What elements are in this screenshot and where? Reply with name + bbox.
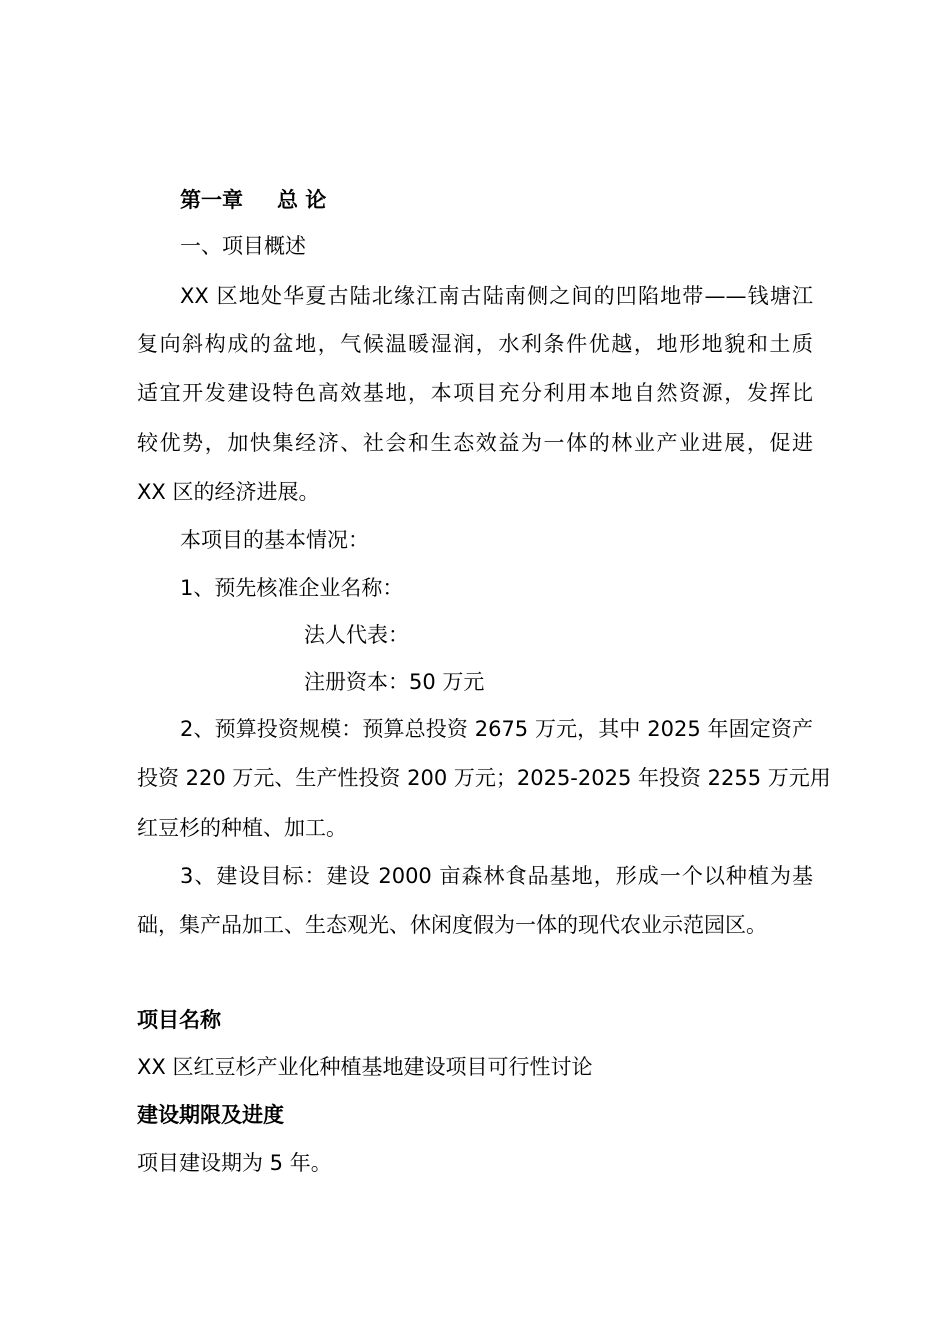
section-heading: 一、项目概述 [180,234,306,258]
item3-line: 3、建设目标：建设 2000 亩森林食品基地，形成一个以种植为基 [180,864,813,888]
registered-capital: 注册资本：50 万元 [304,670,485,694]
chapter-heading [180,185,326,215]
chapter-title: 总 论 [277,188,327,212]
project-name-value: XX 区红豆杉产业化种植基地建设项目可行性讨论 [137,1055,593,1079]
item3-line: 础，集产品加工、生态观光、休闲度假为一体的现代农业示范园区。 [137,913,767,937]
item2-line: 投资 220 万元、生产性投资 200 万元；2025-2025 年投资 2255 万元用 [137,766,831,790]
chapter-number: 第一章 [180,188,243,212]
basic-intro: 本项目的基本情况： [180,528,369,552]
paragraph-line: 适宜开发建设特色高效基地，本项目充分利用本地自然资源，发挥比 [137,381,813,405]
construction-period-heading: 建设期限及进度 [137,1103,284,1127]
project-name-heading: 项目名称 [137,1008,221,1032]
item1-label: 1、预先核准企业名称： [180,576,404,600]
item2-line: 红豆杉的种植、加工。 [137,816,347,840]
paragraph-line: XX 区的经济进展。 [137,480,320,504]
legal-representative: 法人代表： [304,623,409,647]
item2-line: 2、预算投资规模：预算总投资 2675 万元，其中 2025 年固定资产 [180,717,813,741]
construction-period-value: 项目建设期为 5 年。 [137,1151,332,1175]
paragraph-line: 复向斜构成的盆地，气候温暖湿润，水利条件优越，地形地貌和土质 [137,332,813,356]
paragraph-line: XX 区地处华夏古陆北缘江南古陆南侧之间的凹陷地带——钱塘江 [180,284,813,308]
paragraph-line: 较优势，加快集经济、社会和生态效益为一体的林业产业进展，促进 [137,431,813,455]
